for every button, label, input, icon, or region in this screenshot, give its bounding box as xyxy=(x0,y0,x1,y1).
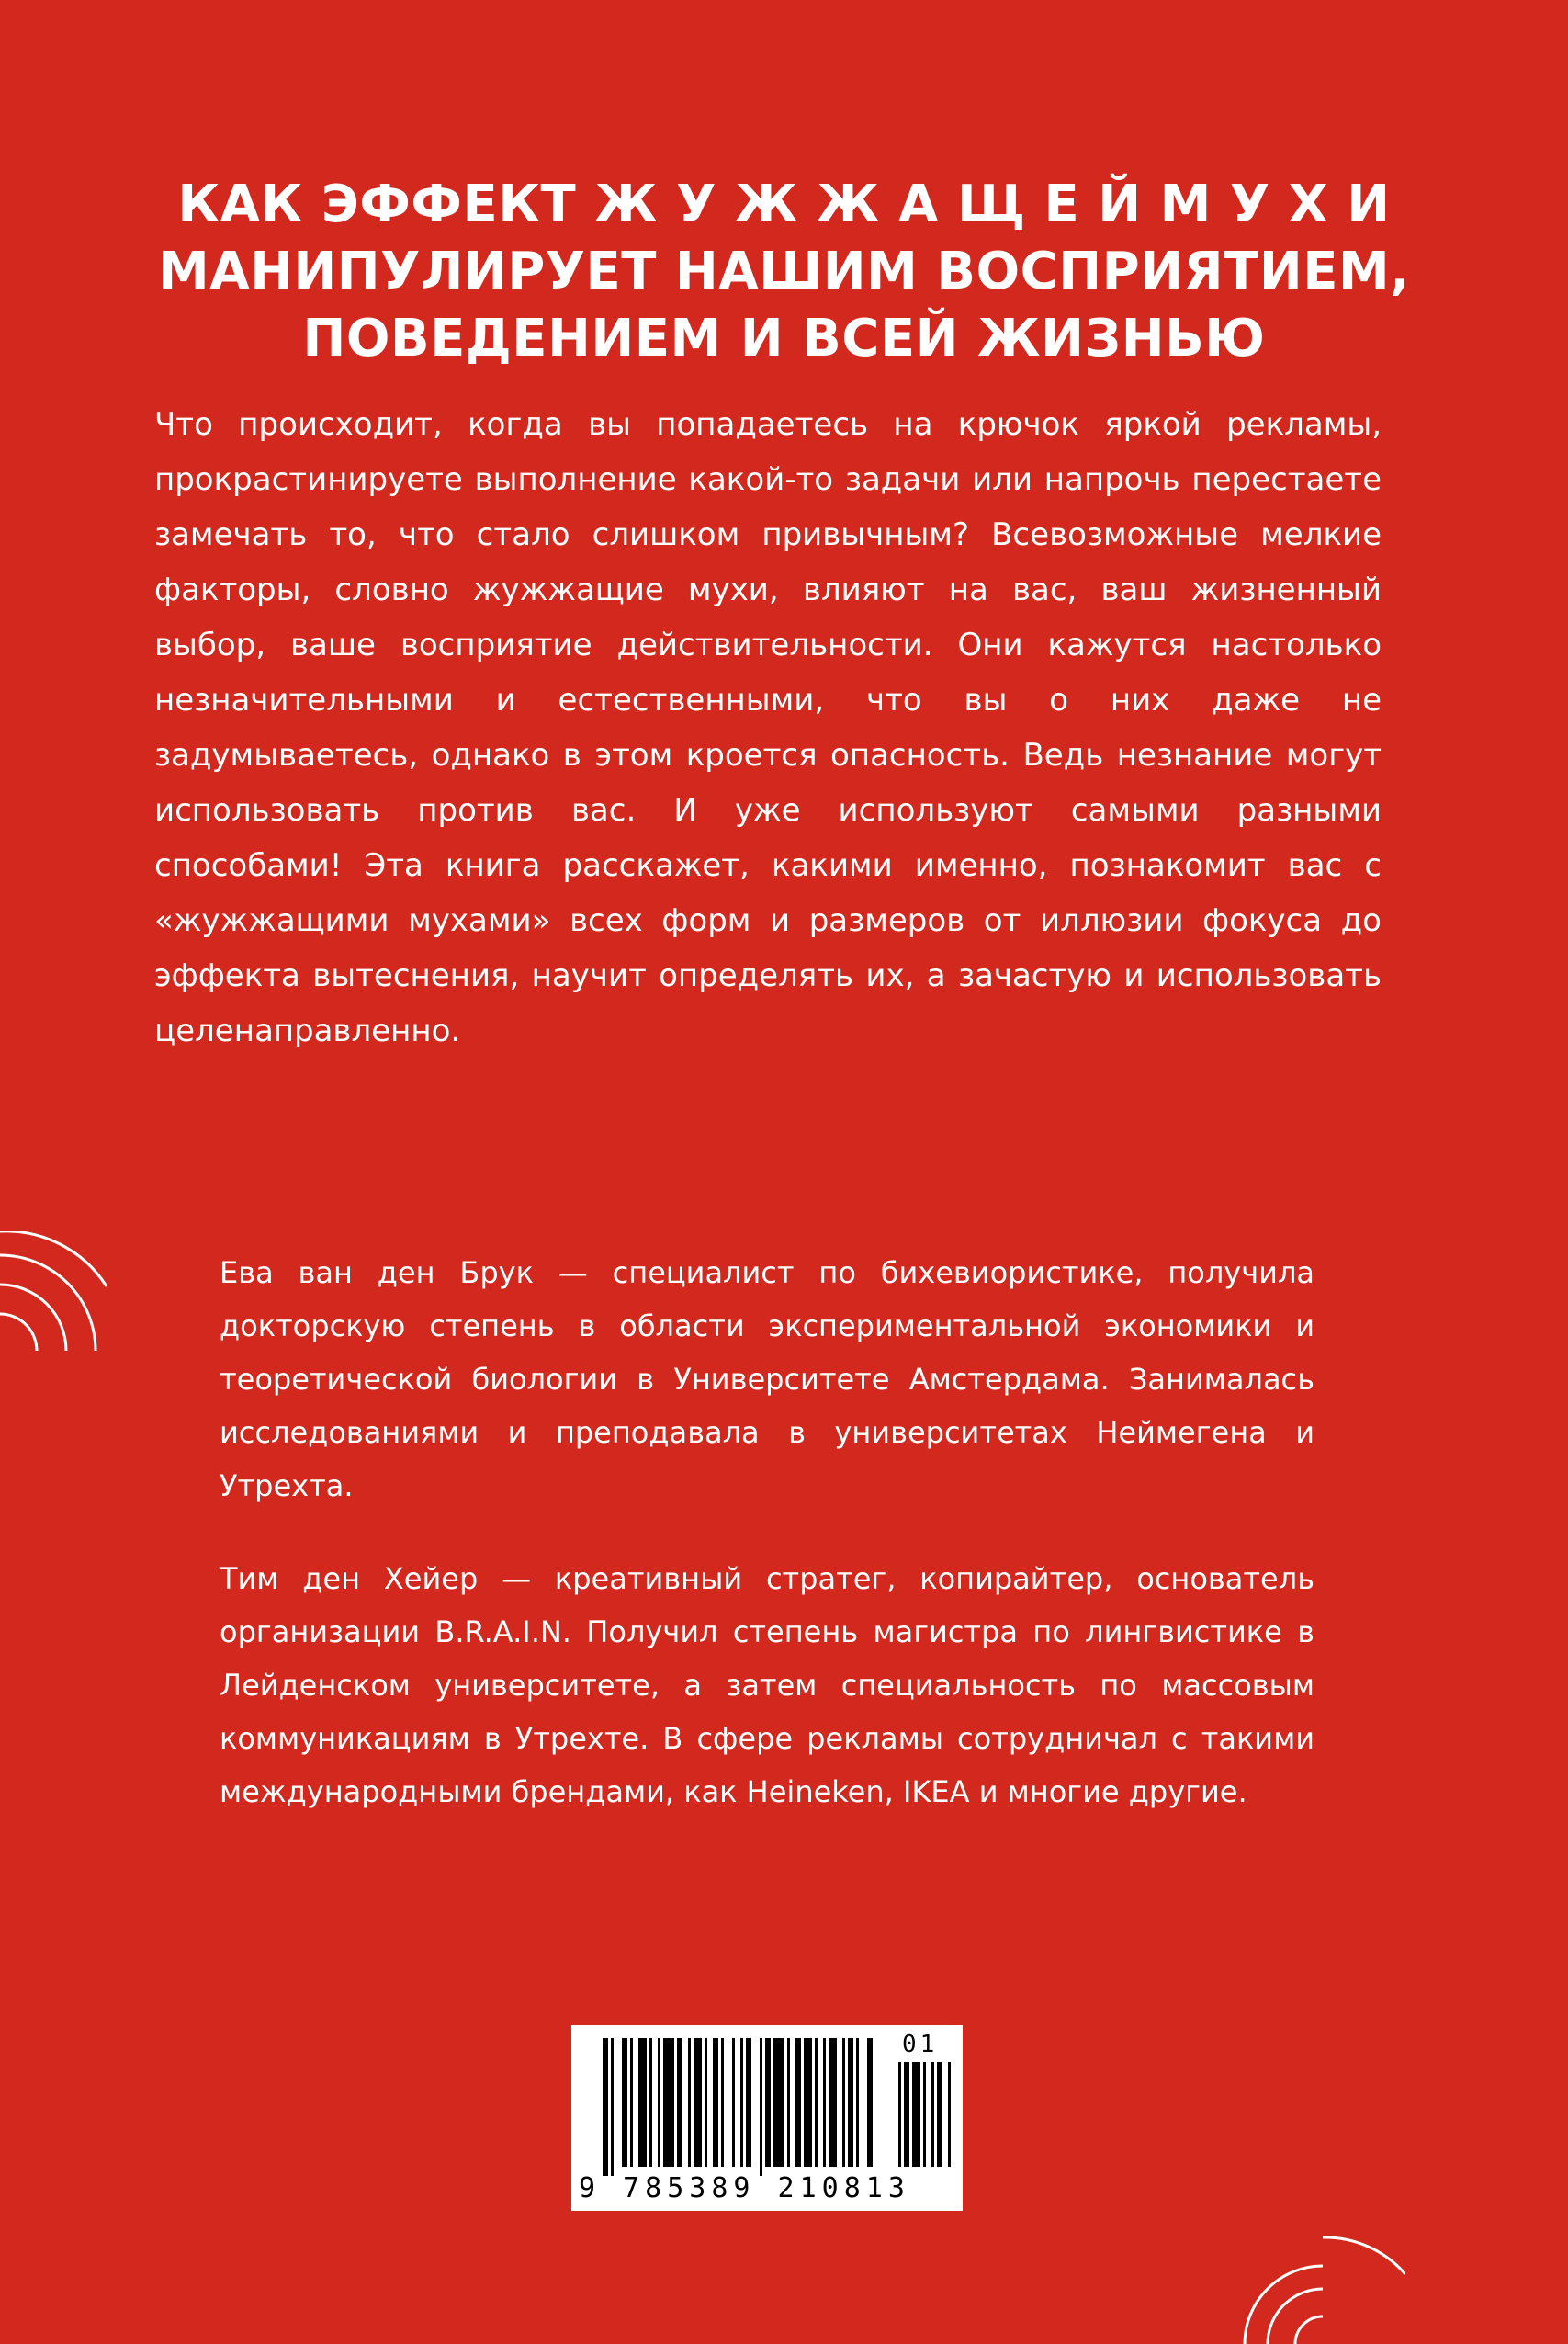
barcode-bar xyxy=(688,2038,691,2167)
barcode-bar xyxy=(795,2038,801,2167)
barcode-bar xyxy=(815,2038,818,2167)
signal-waves-icon xyxy=(1240,2224,1405,2344)
barcode-bar xyxy=(663,2038,674,2167)
barcode-bar xyxy=(867,2038,873,2167)
barcode-bar xyxy=(658,2038,660,2167)
barcode-bar xyxy=(713,2038,718,2167)
barcode-bar xyxy=(705,2038,707,2167)
barcode-bar xyxy=(746,2038,751,2167)
isbn-barcode xyxy=(571,2025,963,2211)
barcode-bar xyxy=(721,2038,724,2167)
barcode-bar xyxy=(829,2038,837,2167)
barcode-bar xyxy=(773,2038,784,2167)
barcode-bar xyxy=(611,2038,614,2176)
barcode-addon-bar xyxy=(923,2062,926,2167)
barcode-addon-bar xyxy=(912,2062,920,2167)
barcode-bar xyxy=(630,2038,633,2167)
barcode-addon-digits: 01 xyxy=(902,2031,939,2058)
barcode-bar xyxy=(856,2038,859,2167)
author-bio-tim-den-heijer: Тим ден Хейер — креативный стратег, копирайтер, основатель организации B.R.A.I.N. Получил степень магистра по лингвистике в Лейденском университете, а затем специальность по массовым коммуникациям в Утрехте. В сфере рекламы сотрудничал с такими международными брендами, как Heineken, IKEA и многие другие. xyxy=(220,1561,1314,1809)
barcode-bar xyxy=(765,2038,771,2167)
barcode-bar xyxy=(649,2038,652,2167)
headline-line-2: МАНИПУЛИРУЕТ НАШИМ ВОСПРИЯТИЕМ, xyxy=(158,242,1410,301)
barcode-bar xyxy=(842,2038,845,2167)
barcode-bar xyxy=(804,2038,812,2167)
barcode-addon-bar xyxy=(937,2062,942,2167)
barcode-addon-bar xyxy=(948,2062,951,2167)
barcode-bar xyxy=(732,2038,735,2167)
headline xyxy=(110,171,1458,372)
headline-line-3: ПОВЕДЕНИЕМ И ВСЕЙ ЖИЗНЬЮ xyxy=(302,309,1266,368)
barcode-bar xyxy=(622,2038,627,2167)
barcode-bar xyxy=(823,2038,826,2167)
barcode-bar xyxy=(760,2038,762,2176)
barcode-bar xyxy=(603,2038,608,2176)
barcode-addon-bar xyxy=(931,2062,934,2167)
barcode-bar xyxy=(638,2038,647,2167)
isbn-digits: 9 785389 210813 xyxy=(579,2172,910,2204)
barcode-bar xyxy=(694,2038,702,2167)
barcode-addon-bar xyxy=(898,2062,901,2167)
barcode-bar xyxy=(787,2038,790,2167)
barcode-bar xyxy=(677,2038,682,2167)
barcode-bar xyxy=(848,2038,853,2167)
headline-line-1: КАК ЭФФЕКТ Ж У Ж Ж А Щ Е Й М У Х И xyxy=(177,175,1391,234)
barcode-bar xyxy=(740,2038,743,2167)
barcode-addon-bar xyxy=(904,2062,909,2167)
book-blurb: Что происходит, когда вы попадаетесь на крючок яркой рекламы, прокрастинируете выполнение какой-то задачи или напрочь перестаете замечать то, что стало слишком привычным? Всевозможные мелкие факторы, словно жужжащие мухи, влияют на вас, ваш жизненный выбор, ваше восприятие действительности. Они кажутся настолько незначительными и естественными, что вы о них даже не задумываетесь, однако в этом кроется опасность. Ведь незнание могут использовать против вас. И уже используют самыми разными способами! Эта книга расскажет, какими именно, познакомит вас с «жужжащими мухами» всех форм и размеров от иллюзии фокуса до эффекта вытеснения, научит определять их, а зачастую и использовать целенаправленно. xyxy=(154,406,1382,1049)
signal-waves-icon xyxy=(0,1231,119,1387)
author-bio-eva-van-den-broek: Ева ван ден Брук — специалист по бихевиористике, получила докторскую степень в области экспериментальной экономики и теоретической биологии в Университете Амстердама. Занималась исследованиями и преподавала в университетах Неймегена и Утрехта. xyxy=(220,1255,1314,1503)
